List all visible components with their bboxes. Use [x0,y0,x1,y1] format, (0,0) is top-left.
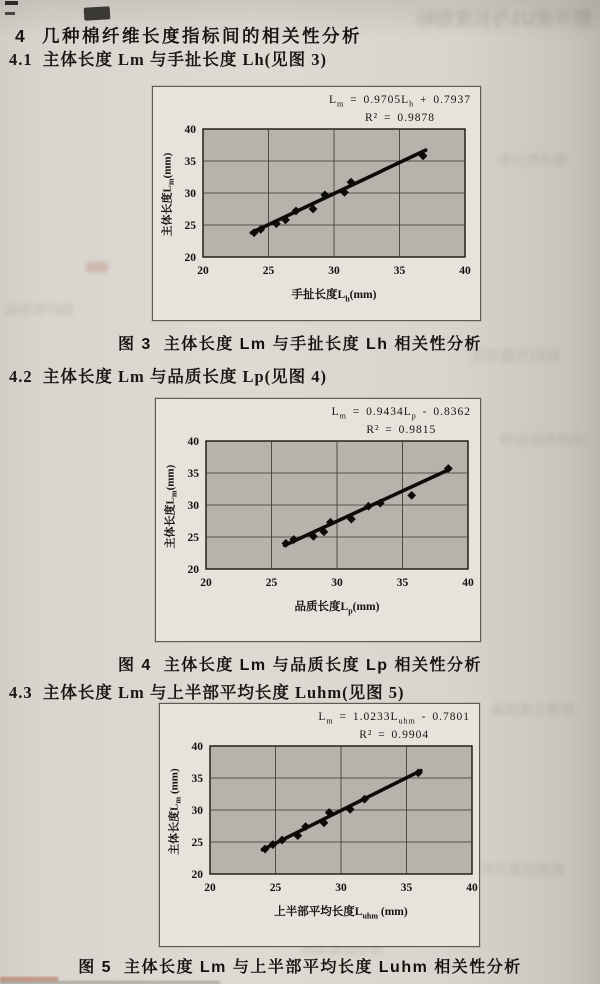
figure-3-caption: 图 3 主体长度 Lm 与手扯长度 Lh 相关性分析 [117,336,483,353]
red-smudge-artifact [86,262,108,272]
bleedthrough-artifact: 整齐度U1与长度指标 [415,9,592,30]
svg-text:25: 25 [269,882,282,894]
bleedthrough-artifact: 相关性分析 [497,152,567,168]
svg-text:25: 25 [262,265,275,277]
svg-text:35: 35 [191,773,203,785]
figure-4 [155,398,481,642]
svg-text:30: 30 [191,805,203,817]
svg-text:25: 25 [187,532,199,544]
svg-text:40: 40 [466,882,478,894]
y-axis-label: 主体长度$L_m$ (mm) [168,768,183,855]
svg-text:25: 25 [191,837,203,849]
svg-text:30: 30 [331,577,343,589]
svg-text:40: 40 [187,436,199,448]
x-axis-label: 手扯长度$L_h(mm)$ [291,289,377,304]
section-title: 4 几种棉纤维长度指标间的相关性分析 [15,25,362,46]
figure-3 [152,86,481,321]
r-squared-value: R² = 0.9878 [364,112,435,125]
svg-text:35: 35 [400,882,413,894]
svg-text:30: 30 [184,188,196,200]
svg-text:20: 20 [204,882,216,894]
ink-blot-artifact [84,6,111,20]
svg-text:35: 35 [184,156,196,168]
scan-edge-mark [5,1,18,5]
scan-edge-mark [5,12,15,15]
svg-text:40: 40 [459,265,471,277]
svg-text:40: 40 [184,124,196,136]
svg-text:35: 35 [393,265,406,277]
scatter-plot [162,738,484,900]
r-squared-value: R² = 0.9815 [366,424,437,437]
svg-text:25: 25 [184,220,196,232]
svg-text:35: 35 [187,468,199,480]
subsection-heading-4-1: 4.1 主体长度 Lm 与手扯长度 Lh(见图 3) [9,50,328,69]
svg-text:20: 20 [197,265,209,277]
bleedthrough-artifact: 回归方程对比 [470,348,561,365]
y-axis-label: 主体长度$L_m(mm)$ [161,152,176,237]
svg-text:30: 30 [328,265,340,277]
y-axis-label: 主体长度$L_m(mm)$ [164,464,179,549]
red-pen-mark [0,977,58,981]
svg-text:20: 20 [200,577,212,589]
bleedthrough-artifact: 纤维长度试验 [490,702,574,718]
subsection-heading-4-2: 4.2 主体长度 Lm 与品质长度 Lp(见图 4) [9,367,328,386]
x-axis-label: 品质长度$L_p(mm)$ [294,601,380,616]
bleedthrough-artifact: 长度指标检测 [500,432,584,448]
svg-text:40: 40 [462,577,474,589]
svg-text:35: 35 [396,577,409,589]
figure-4-caption: 图 4 主体长度 Lm 与品质长度 Lp 相关性分析 [117,657,483,674]
svg-text:25: 25 [265,577,278,589]
regression-equation: $L_m = 0.9434L_p - 0.8362$ [331,406,471,421]
svg-text:30: 30 [187,500,199,512]
r-squared-value: R² = 0.9904 [359,729,430,742]
figure-3-chart [155,121,477,283]
bleedthrough-artifact: 图表试验说明 [300,942,384,958]
svg-text:20: 20 [191,869,203,881]
figure-5-chart [162,738,484,900]
figure-5-caption: 图 5 主体长度 Lm 与上半部平均长度 Luhm 相关性分析 [78,959,522,976]
svg-text:20: 20 [184,252,196,264]
bleedthrough-artifact: 数据结果分析 [480,862,564,878]
regression-equation: $L_m = 1.0233L_{uhm} - 0.7801$ [318,711,470,726]
svg-text:30: 30 [335,882,347,894]
figure-5 [159,703,480,947]
svg-text:20: 20 [187,564,199,576]
scatter-plot [158,433,480,595]
svg-text:40: 40 [191,741,203,753]
regression-equation: $L_m = 0.9705L_h + 0.7937$ [328,94,471,109]
scatter-plot [155,121,477,283]
figure-4-chart [158,433,480,595]
subsection-heading-4-3: 4.3 主体长度 Lm 与上半部平均长度 Luhm(见图 5) [9,683,405,702]
x-axis-label: 上半部平均长度$L_{uhm}$ (mm) [274,906,408,921]
bleedthrough-artifact: 棉纤维检验 [4,302,74,318]
